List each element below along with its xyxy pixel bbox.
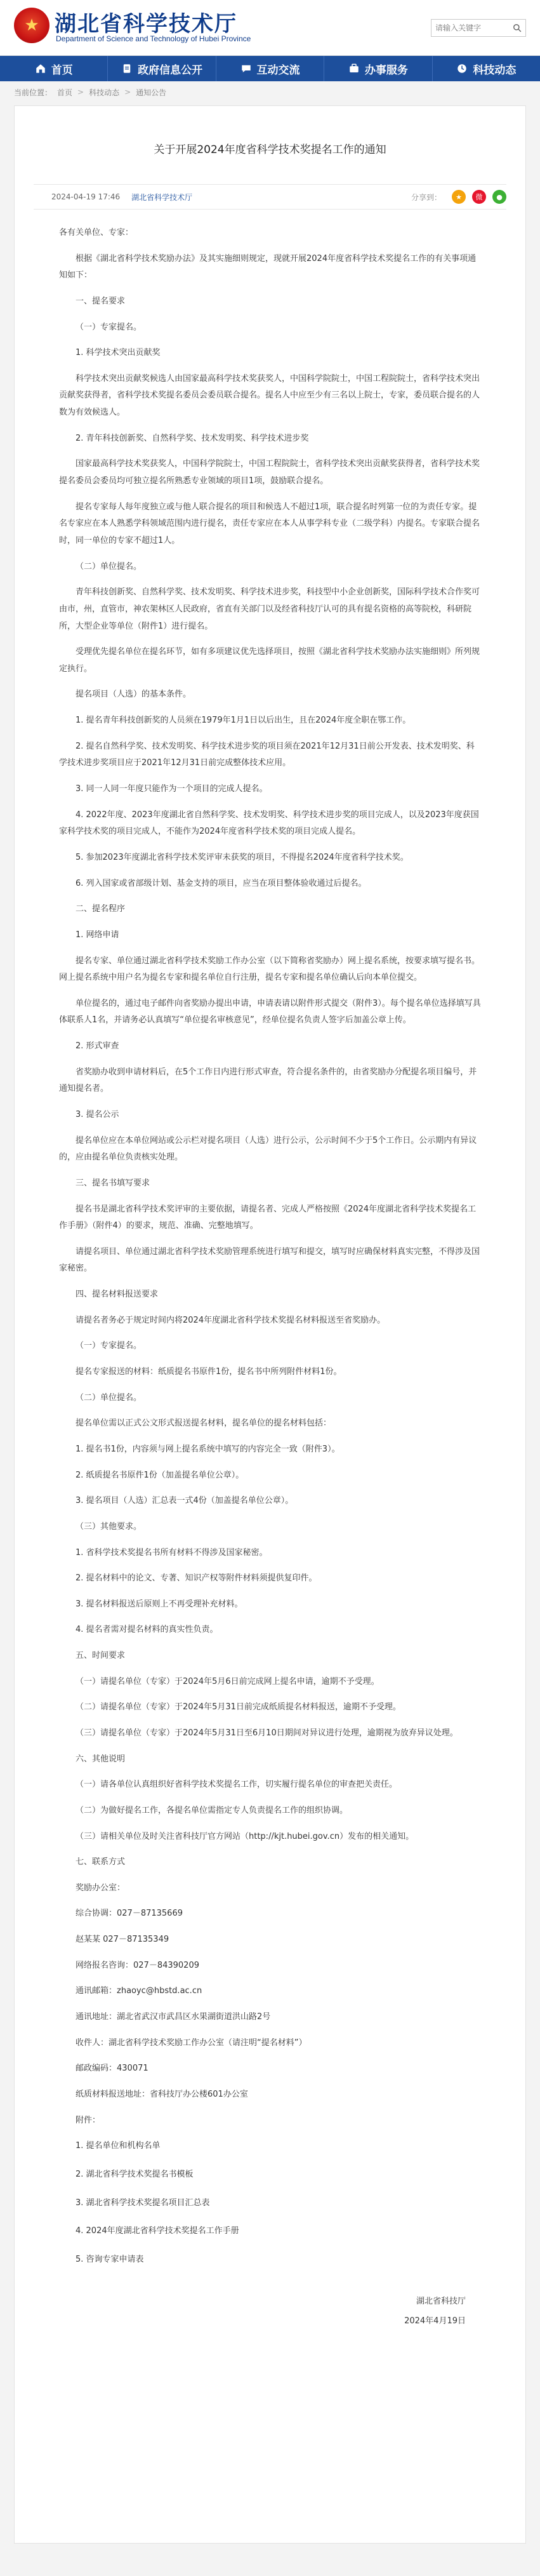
breadcrumb — [0, 81, 540, 103]
search-icon — [513, 23, 522, 32]
article-paragraph: （一）请提名单位（专家）于2024年5月6日前完成网上提名申请，逾期不予受理。 — [76, 1676, 379, 1686]
article-paragraph: 3. 提名公示 — [76, 1109, 119, 1119]
article-paragraph: 1. 网络申请 — [76, 930, 119, 940]
attachment-link[interactable]: 5. 咨询专家申请表 — [76, 2254, 144, 2264]
article-paragraph: 4. 2022年度、2023年度湖北省自然科学奖、技术发明奖、科学技术进步奖的项目完成人，以及2023年度获国家科学技术奖的项目完成人，不能作为2024年度省科学技术奖的项目完成人提名。 — [59, 810, 479, 837]
document-icon — [121, 63, 133, 74]
article-paragraph: 网络报名咨询：027－84390209 — [76, 1960, 199, 1970]
article-title: 关于开展2024年度省科学技术奖提名工作的通知 — [154, 143, 386, 156]
article-paragraph: （一）专家提名。 — [76, 1341, 142, 1351]
search-button[interactable] — [509, 20, 525, 36]
site-header — [0, 0, 540, 56]
article-paragraph: 省奖励办收到申请材料后，在5个工作日内进行形式审查，符合提名条件的，由省奖励办分配提名项目编号，并通知提名者。 — [59, 1067, 477, 1094]
signature-date: 2024年4月19日 — [404, 2316, 466, 2326]
attachment-link[interactable]: 3. 湖北省科学技术奖提名项目汇总表 — [76, 2198, 210, 2208]
wechat-share-icon[interactable]: ● — [492, 190, 506, 204]
breadcrumb-news[interactable]: 科技动态 — [89, 88, 120, 97]
article-paragraph: 受理优先提名单位在提名环节，如有多项建议优先选择项目，按照《湖北省科学技术奖励办法实施细则》所列规定执行。 — [59, 647, 480, 674]
article-paragraph: 综合协调：027－87135669 — [76, 1909, 183, 1919]
nav-home[interactable] — [0, 56, 108, 81]
news-icon — [456, 63, 468, 74]
breadcrumb-separator: > — [124, 88, 131, 97]
article-paragraph: 六、其他说明 — [76, 1754, 126, 1764]
article-paragraph: 2. 纸质提名书原件1份（加盖提名单位公章）。 — [76, 1470, 244, 1480]
article-paragraph: 赵某某 027－87135349 — [76, 1935, 169, 1945]
article-paragraph: 1. 提名青年科技创新奖的人员须在1979年1月1日以后出生，且在2024年度全职在鄂工作。 — [76, 716, 411, 726]
article-paragraph: 请提名项目、单位通过湖北省科学技术奖励管理系统进行填写和提交，填写时应确保材料真实完整，不得涉及国家秘密。 — [59, 1246, 480, 1274]
service-icon — [348, 63, 360, 74]
article-panel — [14, 105, 526, 2544]
article-paragraph: 5. 参加2023年度湖北省科学技术奖评审未获奖的项目，不得提名2024年度省科学技术奖。 — [76, 852, 409, 862]
article-paragraph: 2. 提名材料中的论文、专著、知识产权等附件材料须提供复印件。 — [76, 1573, 317, 1584]
article-paragraph: 科学技术突出贡献奖候选人由国家最高科学技术奖获奖人，中国科学院院士，中国工程院院士，省科学技术突出贡献奖获得者，省科学技术奖提名委员会委员联合提名。提名人中应至少有三名以上院士，专家，委员联合提名的人数为有效候选人。 — [59, 373, 480, 418]
article-paragraph: 根据《湖北省科学技术奖励办法》及其实施细则规定，现就开展2024年度省科学技术奖提名工作的有关事项通知如下： — [59, 253, 477, 281]
article-paragraph: 提名专家每人每年度独立或与他人联合提名的项目和候选人不超过1项，联合提名时列第一位的为责任专家。提名专家应在本人熟悉学科领域范围内进行提名，责任专家应在本人从事学科专业（二级学科）内提名。专家联合提名时，同一单位的专家不超过1人。 — [59, 502, 480, 545]
article-paragraph: 二、提名程序 — [76, 904, 126, 914]
search-input[interactable] — [431, 20, 509, 36]
attachment-link[interactable]: 1. 提名单位和机构名单 — [76, 2141, 161, 2151]
article-paragraph: 收件人：湖北省科学技术奖励工作办公室（请注明“提名材料”） — [76, 2038, 307, 2048]
qzone-share-icon[interactable]: ★ — [452, 190, 466, 204]
article-paragraph: 6. 列入国家或省部级计划、基金支持的项目，应当在项目整体验收通过后提名。 — [76, 878, 367, 888]
article-paragraph: 提名单位需以正式公文形式报送提名材料，提名单位的提名材料包括： — [76, 1418, 332, 1429]
article-paragraph: 2. 提名自然科学奖、技术发明奖、科学技术进步奖的项目须在2021年12月31日前公开发表、技术发明奖、科学技术进步奖项目应于2021年12月31日前完成整体技术应用。 — [59, 741, 475, 768]
attachment-link[interactable]: 2. 湖北省科学技术奖提名书模板 — [76, 2169, 194, 2179]
article-paragraph: （三）其他要求。 — [76, 1521, 142, 1532]
province-emblem-icon[interactable]: ★ — [14, 8, 49, 43]
article-paragraph: 提名项目（人选）的基本条件。 — [76, 690, 192, 700]
article-paragraph: （一）专家提名。 — [76, 322, 142, 332]
article-paragraph: 提名单位应在本单位网站或公示栏对提名项目（人选）进行公示，公示时间不少于5个工作日。公示期内有异议的，应由提名单位负责核实处理。 — [59, 1135, 477, 1163]
chat-icon — [240, 63, 252, 74]
article-paragraph: 通讯地址：湖北省武汉市武昌区水果湖街道洪山路2号 — [76, 2012, 271, 2022]
nav-gov-info-label: 政府信息公开 — [138, 63, 203, 77]
nav-news[interactable] — [433, 56, 540, 81]
article-paragraph: （三）请相关单位及时关注省科技厅官方网站（http://kjt.hubei.gov.cn）发布的相关通知。 — [76, 1831, 414, 1841]
share-bar — [411, 190, 506, 204]
article-paragraph: 四、提名材料报送要求 — [76, 1290, 159, 1300]
attachment-link[interactable]: 4. 2024年度湖北省科学技术奖提名工作手册 — [76, 2226, 239, 2236]
breadcrumb-home[interactable]: 首页 — [57, 88, 73, 97]
article-paragraph: 2. 青年科技创新奖、自然科学奖、技术发明奖、科学技术进步奖 — [76, 433, 309, 443]
article-paragraph: 3. 提名项目（人选）汇总表一式4份（加盖提名单位公章）。 — [76, 1496, 294, 1506]
main-nav — [0, 56, 540, 81]
attachments-label: 附件： — [76, 2115, 101, 2125]
article-paragraph: （二）单位提名。 — [76, 1392, 142, 1403]
signature: 湖北省科技厅 — [416, 2297, 466, 2307]
nav-home-label: 首页 — [51, 63, 73, 77]
article-paragraph: （二）请提名单位（专家）于2024年5月31日前完成纸质提名材料报送，逾期不予受理。 — [76, 1702, 401, 1712]
article-paragraph: 奖励办公室： — [76, 1883, 126, 1893]
article-paragraph: 1. 提名书1份，内容须与网上提名系统中填写的内容完全一致（附件3）。 — [76, 1444, 340, 1454]
share-label: 分享到： — [411, 192, 442, 202]
site-title[interactable]: 湖北省科学技术厅 — [55, 11, 237, 37]
article-paragraph: 提名书是湖北省科学技术奖评审的主要依据，请提名者、完成人严格按照《2024年度湖北省科学技术奖提名工作手册》（附件4）的要求，规范、准确、完整地填写。 — [59, 1204, 477, 1231]
nav-service[interactable] — [324, 56, 432, 81]
nav-interaction-label: 互动交流 — [256, 63, 300, 77]
article-paragraph: 纸质材料报送地址：省科技厅办公楼601办公室 — [76, 2089, 248, 2099]
article-source[interactable]: 湖北省科学技术厅 — [131, 192, 193, 202]
nav-gov-info[interactable] — [108, 56, 216, 81]
article-paragraph: 2. 形式审查 — [76, 1041, 119, 1051]
article-paragraph: 3. 提名材料报送后原则上不再受理补充材料。 — [76, 1599, 243, 1609]
article-paragraph: 青年科技创新奖、自然科学奖、技术发明奖、科学技术进步奖，科技型中小企业创新奖，国际科学技术合作奖可由市，州，直管市，神农架林区人民政府，省直有关部门以及经省科技厅认可的具有提名资格的高等院校，科研院所，大型企业等单位（附件1）进行提名。 — [59, 587, 480, 631]
article-paragraph: 请提名者务必于规定时间内将2024年度湖北省科学技术奖提名材料报送至省奖励办。 — [76, 1315, 386, 1325]
article-body — [15, 225, 525, 2330]
article-meta — [34, 184, 506, 210]
home-icon — [35, 63, 46, 74]
nav-news-label: 科技动态 — [473, 63, 517, 77]
article-paragraph: （二）为做好提名工作，各提名单位需指定专人负责提名工作的组织协调。 — [76, 1805, 348, 1815]
article-paragraph: 3. 同一人同一年度只能作为一个项目的完成人提名。 — [76, 784, 268, 794]
article-paragraph: 五、时间要求 — [76, 1651, 126, 1661]
site-subtitle: Department of Science and Technology of Hubei Province — [56, 34, 251, 43]
weibo-share-icon[interactable]: 微 — [472, 190, 486, 204]
article-paragraph: 通讯邮箱：zhaoyc@hbstd.ac.cn — [76, 1986, 202, 1996]
breadcrumb-notices[interactable]: 通知公告 — [136, 88, 167, 97]
article-paragraph: 4. 提名者需对提名材料的真实性负责。 — [76, 1625, 218, 1635]
article-paragraph: 七、联系方式 — [76, 1857, 126, 1867]
article-paragraph: （一）请各单位认真组织好省科学技术奖提名工作，切实履行提名单位的审查把关责任。 — [76, 1780, 398, 1790]
article-paragraph: 提名专家报送的材料：纸质提名书原件1份，提名书中所列附件材料1份。 — [76, 1367, 342, 1377]
article-paragraph: 国家最高科学技术奖获奖人，中国科学院院士，中国工程院院士，省科学技术突出贡献奖获得者，省科学技术奖提名委员会委员均可独立提名所熟悉专业领域的项目1项，鼓励联合提名。 — [59, 459, 480, 486]
article-paragraph: 三、提名书填写要求 — [76, 1178, 150, 1188]
article-paragraph: 提名专家、单位通过湖北省科学技术奖励工作办公室（以下简称省奖励办）网上提名系统，按要求填写提名书。网上提名系统中用户名为提名专家和提名单位自行注册，提名专家和提名单位确认后向本单位提交。 — [59, 956, 480, 983]
publish-date: 2024-04-19 17:46 — [51, 192, 121, 201]
nav-interaction[interactable] — [216, 56, 324, 81]
article-paragraph: 邮政编码：430071 — [76, 2064, 148, 2074]
article-paragraph: 单位提名的，通过电子邮件向省奖励办提出申请，申请表请以附件形式提交（附件3）。每个提名单位选择填写具体联系人1名，并请务必认真填写“单位提名审核意见”，经单位提名负责人签字后加盖公章上传。 — [59, 998, 481, 1025]
article-paragraph: 一、提名要求 — [76, 296, 126, 306]
search-box — [431, 19, 526, 37]
nav-service-label: 办事服务 — [364, 63, 408, 77]
article-paragraph: 各有关单位、专家： — [59, 228, 134, 237]
breadcrumb-label: 当前位置： — [14, 88, 53, 97]
article-paragraph: （三）请提名单位（专家）于2024年5月31日至6月10日期间对异议进行处理，逾期视为放弃异议处理。 — [76, 1728, 458, 1738]
breadcrumb-separator: > — [77, 88, 84, 97]
article-paragraph: 1. 科学技术突出贡献奖 — [76, 348, 161, 358]
article-paragraph: 1. 省科学技术奖提名书所有材料不得涉及国家秘密。 — [76, 1547, 268, 1558]
article-paragraph: （二）单位提名。 — [76, 561, 142, 571]
